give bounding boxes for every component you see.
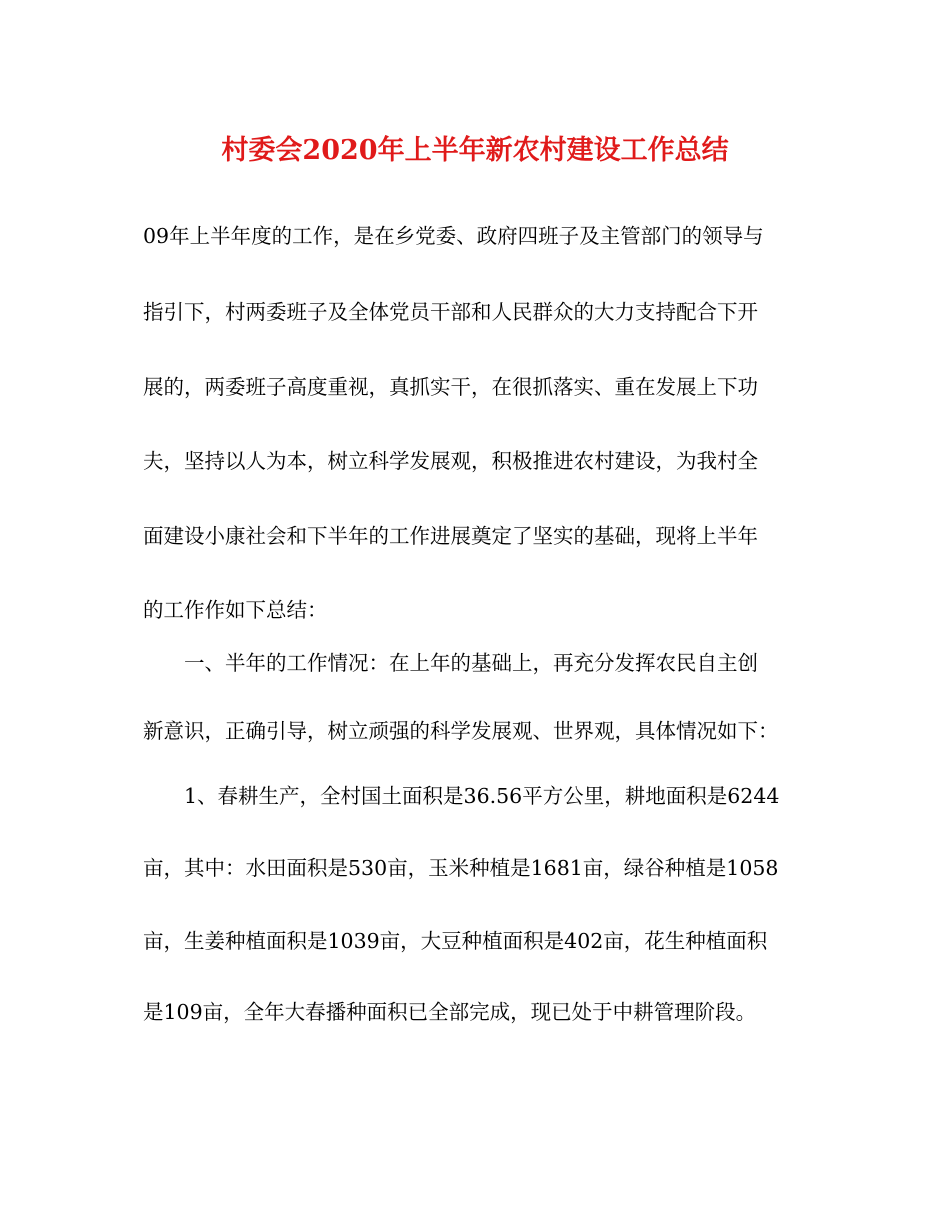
- paragraph-line: 新意识，正确引导，树立顽强的科学发展观、世界观，具体情况如下：: [143, 719, 779, 743]
- document-title: 村委会2020年上半年新农村建设工作总结: [221, 135, 729, 166]
- paragraph-line: 亩，其中：水田面积是530亩，玉米种植是1681亩，绿谷种植是1058: [143, 856, 779, 880]
- paragraph-line: 夫，坚持以人为本，树立科学发展观，积极推进农村建设，为我村全: [143, 449, 758, 473]
- paragraph-line: 09年上半年度的工作，是在乡党委、政府四班子及主管部门的领导与: [143, 224, 764, 248]
- paragraph-line: 的工作作如下总结：: [143, 598, 328, 622]
- section-heading-line: 一、半年的工作情况：在上年的基础上，再充分发挥农民自主创: [184, 651, 758, 675]
- paragraph-line: 展的，两委班子高度重视，真抓实干，在很抓落实、重在发展上下功: [143, 375, 758, 399]
- paragraph-line: 是109亩，全年大春播种面积已全部完成，现已处于中耕管理阶段。: [143, 1000, 757, 1024]
- paragraph-line: 亩，生姜种植面积是1039亩，大豆种植面积是402亩，花生种植面积: [143, 929, 768, 953]
- paragraph-line: 指引下，村两委班子及全体党员干部和人民群众的大力支持配合下开: [143, 300, 758, 324]
- paragraph-line: 面建设小康社会和下半年的工作进展奠定了坚实的基础，现将上半年: [143, 524, 758, 548]
- list-item-line: 1、春耕生产，全村国土面积是36.56平方公里，耕地面积是6244: [184, 784, 780, 808]
